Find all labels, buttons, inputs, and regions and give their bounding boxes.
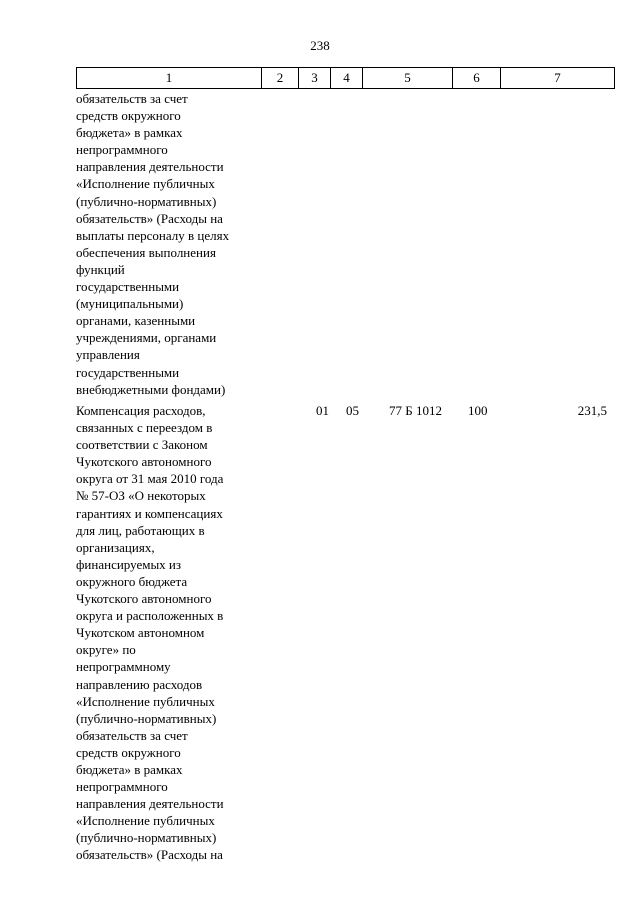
description-line: Компенсация расходов, bbox=[76, 403, 206, 418]
description-line: обязательств за счет bbox=[76, 91, 188, 106]
description-line: округе» по bbox=[76, 642, 136, 658]
description-line: окружного бюджета bbox=[76, 573, 188, 589]
description-line: непрограммному bbox=[76, 659, 171, 675]
description-line: округа от 31 мая 2010 года bbox=[76, 471, 224, 487]
description-line: бюджета» в рамках bbox=[76, 761, 183, 777]
header-row bbox=[77, 68, 615, 89]
row-target-article-code: 77 Б 1012 bbox=[389, 403, 442, 418]
description-line: (публично-нормативных) bbox=[76, 193, 217, 209]
description-line: государственными bbox=[76, 364, 180, 380]
column-number-header bbox=[76, 67, 615, 89]
description-line: гарантиях и компенсациях bbox=[76, 505, 223, 521]
header-col-7: 7 bbox=[501, 68, 615, 89]
row-expense-type-code: 100 bbox=[468, 403, 488, 418]
description-line: учреждениями, органами bbox=[76, 330, 217, 346]
description-line: для лиц, работающих в bbox=[76, 522, 205, 538]
description-line: управления bbox=[76, 347, 140, 363]
description-line: органами, казенными bbox=[76, 313, 196, 329]
description-line: направления деятельности bbox=[76, 159, 224, 175]
description-line: «Исполнение публичных bbox=[76, 693, 215, 709]
description-line: (публично-нормативных) bbox=[76, 710, 217, 726]
header-col-3: 3 bbox=[299, 68, 331, 89]
description-line: финансируемых из bbox=[76, 556, 182, 572]
description-line: направлению расходов bbox=[76, 676, 203, 692]
row-amount: 231,5 bbox=[577, 403, 607, 418]
description-line: обязательств за счет bbox=[76, 727, 188, 743]
page-number: 238 bbox=[310, 38, 330, 53]
description-line: Чукотского автономного bbox=[76, 454, 212, 470]
description-line: организациях, bbox=[76, 539, 155, 555]
description-line: непрограммного bbox=[76, 142, 168, 158]
continued-description bbox=[76, 90, 262, 398]
description-line: (муниципальными) bbox=[76, 296, 184, 312]
description-line: направления деятельности bbox=[76, 796, 224, 812]
description-line: непрограммного bbox=[76, 779, 168, 795]
description-line: обеспечения выполнения bbox=[76, 244, 216, 260]
description-line: средств окружного bbox=[76, 108, 181, 124]
header-col-5: 5 bbox=[363, 68, 453, 89]
header-col-1: 1 bbox=[77, 68, 262, 89]
row-subsection-code: 05 bbox=[346, 403, 359, 418]
description-line: средств окружного bbox=[76, 744, 181, 760]
description-line: Чукотском автономном bbox=[76, 625, 205, 641]
description-line: обязательств» (Расходы на bbox=[76, 210, 223, 226]
description-line: обязательств» (Расходы на bbox=[76, 847, 223, 863]
description-line: соответствии с Законом bbox=[76, 437, 208, 453]
description-line: государственными bbox=[76, 279, 180, 295]
description-line: бюджета» в рамках bbox=[76, 125, 183, 141]
description-line: внебюджетными фондами) bbox=[76, 381, 226, 397]
description-line: связанных с переездом в bbox=[76, 420, 213, 436]
description-line: «Исполнение публичных bbox=[76, 813, 215, 829]
header-col-2: 2 bbox=[262, 68, 299, 89]
description-line: «Исполнение публичных bbox=[76, 176, 215, 192]
description-line: округа и расположенных в bbox=[76, 608, 224, 624]
row-section-code: 01 bbox=[316, 403, 329, 418]
row-description bbox=[76, 402, 262, 864]
description-line: Чукотского автономного bbox=[76, 591, 212, 607]
description-line: выплаты персоналу в целях bbox=[76, 227, 230, 243]
header-col-6: 6 bbox=[453, 68, 501, 89]
description-line: функций bbox=[76, 261, 125, 277]
header-col-4: 4 bbox=[331, 68, 363, 89]
description-line: № 57-ОЗ «О некоторых bbox=[76, 488, 206, 504]
description-line: (публично-нормативных) bbox=[76, 830, 217, 846]
